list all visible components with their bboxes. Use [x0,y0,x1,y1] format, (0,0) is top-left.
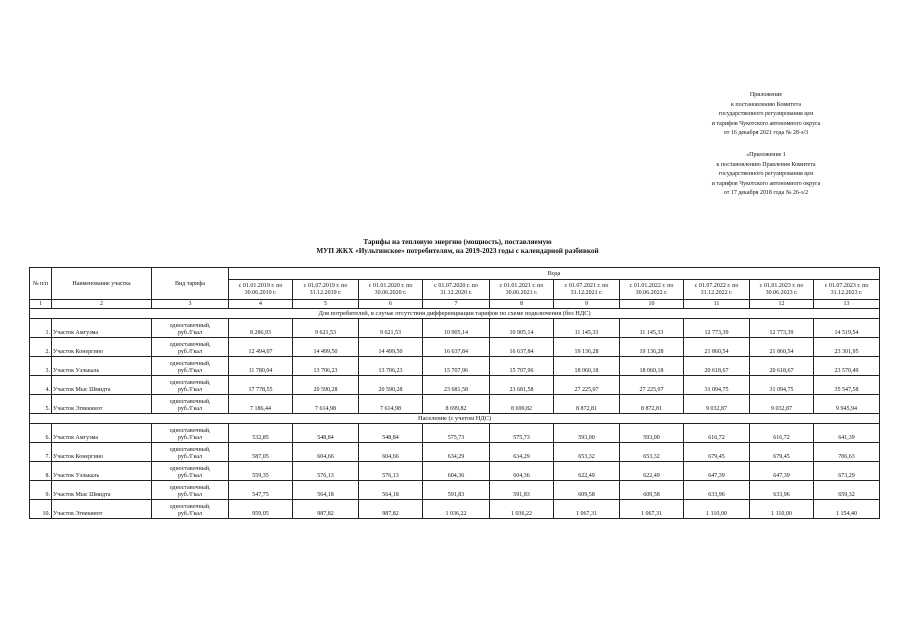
table-row [30,319,880,338]
tariff-value: 576,13 [359,462,423,481]
tariff-value: 616,72 [750,424,814,443]
tariff-value: 634,29 [490,443,554,462]
site-name: Участок Мыс Шмидта [52,376,152,395]
site-name: Участок Уэлькаль [52,462,152,481]
tariff-value: 604,66 [359,443,423,462]
tariff-type-line: руб./Гкал [177,454,203,460]
tariff-type-line: одноставочный, [169,504,211,510]
tariff-value: 604,36 [490,462,554,481]
tariff-type [152,481,229,500]
tariff-value: 673,29 [814,462,880,481]
tariff-type-line: руб./Гкал [177,492,203,498]
column-number: 6 [359,300,423,309]
tariff-type-line: одноставочный, [169,485,211,491]
tariff-type [152,376,229,395]
tariff-value: 31 094,75 [750,376,814,395]
table-row [30,338,880,357]
tariff-value: 20 590,28 [293,376,359,395]
tariff-value: 11 145,33 [554,319,620,338]
tariff-value: 21 860,54 [750,338,814,357]
row-number: 3. [30,357,52,376]
column-number: 8 [490,300,554,309]
annex-reference-block [686,91,846,139]
row-number: 7. [30,443,52,462]
tariff-value: 14 519,54 [814,319,880,338]
table-row [30,376,880,395]
header-period: с 01.07.2020 г. по 31.12.2020 г. [423,280,490,300]
tariff-value: 647,39 [750,462,814,481]
tariff-value: 8 286,93 [229,319,293,338]
tariff-value: 15 707,96 [423,357,490,376]
section-title: Для потребителей, в случае отсутствия дифференциации тарифов по схеме подключения (без НДС) [30,309,880,319]
tariff-value: 987,82 [359,500,423,519]
tariff-value: 616,72 [684,424,750,443]
annex-original-reference-block [686,151,846,199]
tariff-type [152,319,229,338]
tariff-value: 559,35 [229,462,293,481]
tariff-value: 8 699,82 [490,395,554,414]
tariff-type-line: одноставочный, [169,361,211,367]
row-number: 6. [30,424,52,443]
tariff-value: 31 094,75 [684,376,750,395]
tariff-value: 633,96 [684,481,750,500]
tariff-type-line: одноставочный, [169,447,211,453]
tariff-value: 20 618,67 [750,357,814,376]
site-name: Участок Мыс Шмидта [52,481,152,500]
tariff-value: 706,63 [814,443,880,462]
table-row [30,500,880,519]
tariff-type [152,395,229,414]
section-row [30,309,880,319]
tariff-value: 11 780,04 [229,357,293,376]
site-name: Участок Эгвекинот [52,395,152,414]
row-number: 4. [30,376,52,395]
row-number: 8. [30,462,52,481]
tariff-value: 9 032,87 [684,395,750,414]
site-name: Участок Эгвекинот [52,500,152,519]
column-number: 11 [684,300,750,309]
tariff-value: 8 872,81 [620,395,684,414]
title-line-2: МУП ЖКХ «Иультинское» потребителям, на 2019-2023 годы с календарной разбивкой [316,247,599,255]
tariff-value: 9 945,94 [814,395,880,414]
table-row [30,357,880,376]
tariff-value: 653,32 [554,443,620,462]
header-period: с 01.01.2023 г. по 30.06.2023 г. [750,280,814,300]
tariff-value: 16 637,84 [490,338,554,357]
tariff-value: 17 778,55 [229,376,293,395]
section-title: Население (с учетом НДС) [30,414,880,424]
tariff-value: 23 301,95 [814,338,880,357]
tariff-value: 12 494,07 [229,338,293,357]
tariff-type-line: руб./Гкал [177,511,203,517]
annex-line: от 17 декабря 2018 года № 26-э/2 [723,190,809,197]
column-number: 2 [52,300,152,309]
tariff-value: 647,39 [684,462,750,481]
table-body [30,300,880,519]
tariff-type [152,462,229,481]
tariff-type-line: одноставочный, [169,380,211,386]
tariff-value: 959,05 [229,500,293,519]
tariff-type-line: руб./Гкал [177,406,203,412]
tariff-value: 15 707,96 [490,357,554,376]
header-period: с 01.07.2019 г. по 31.12.2019 г. [293,280,359,300]
table-row [30,481,880,500]
header-period: с 01.07.2022 г. по 31.12.2022 г. [684,280,750,300]
annex-line: и тарифов Чукотского автономного округа [711,120,821,127]
tariff-value: 7 186,44 [229,395,293,414]
tariff-value: 641,39 [814,424,880,443]
title-line-1: Тарифы на тепловую энергию (мощность), поставляемую [363,238,552,246]
header-period: с 01.01.2022 г. по 30.06.2022 г. [620,280,684,300]
tariff-value: 593,00 [554,424,620,443]
column-number: 7 [423,300,490,309]
tariff-type-line: руб./Гкал [177,387,203,393]
tariff-value: 591,83 [423,481,490,500]
column-number: 4 [229,300,293,309]
annex-line: Приложение [749,92,783,98]
tariff-value: 23 681,58 [490,376,554,395]
row-number: 9. [30,481,52,500]
tariff-value: 20 590,28 [359,376,423,395]
tariff-value: 633,96 [750,481,814,500]
tariff-type-line: одноставочный, [169,342,211,348]
header-number: № п/п [30,268,52,300]
table-row [30,395,880,414]
tariff-value: 16 637,84 [423,338,490,357]
tariff-value: 13 706,23 [359,357,423,376]
row-number: 2. [30,338,52,357]
tariff-value: 634,29 [423,443,490,462]
tariff-value: 8 699,82 [423,395,490,414]
section-row [30,414,880,424]
tariff-value: 14 499,50 [293,338,359,357]
annex-line: государственного регулирования цен [718,171,814,178]
tariff-value: 19 136,28 [554,338,620,357]
tariff-value: 11 145,33 [620,319,684,338]
tariff-type-line: одноставочный, [169,428,211,434]
tariff-value: 547,75 [229,481,293,500]
tariff-value: 548,84 [359,424,423,443]
row-number: 5. [30,395,52,414]
header-period: с 01.07.2023 г. по 31.12.2023 г. [814,280,880,300]
tariff-value: 591,83 [490,481,554,500]
table-row [30,443,880,462]
tariff-value: 9 032,87 [750,395,814,414]
site-name: Участок Конергино [52,443,152,462]
tariff-value: 587,05 [229,443,293,462]
tariff-value: 609,58 [620,481,684,500]
tariff-value: 653,32 [620,443,684,462]
tariff-value: 679,45 [684,443,750,462]
site-name: Участок Амгуэма [52,319,152,338]
tariff-type-line: руб./Гкал [177,330,203,336]
header-period: с 01.01.2019 г. по 30.06.2019 г. [229,280,293,300]
row-number: 10. [30,500,52,519]
tariff-type-line: одноставочный, [169,323,211,329]
column-number: 5 [293,300,359,309]
tariff-value: 564,18 [293,481,359,500]
tariff-value: 1 110,00 [750,500,814,519]
tariff-type-line: руб./Гкал [177,435,203,441]
site-name: Участок Конергино [52,338,152,357]
tariff-value: 1 110,00 [684,500,750,519]
tariff-type-line: руб./Гкал [177,473,203,479]
tariff-value: 10 905,14 [423,319,490,338]
column-number: 3 [152,300,229,309]
annex-line: от 16 декабря 2021 года № 28-э/3 [723,130,809,137]
tariff-value: 575,73 [490,424,554,443]
annex-line: государственного регулирования цен [718,111,814,118]
table-row [30,424,880,443]
tariff-value: 12 773,39 [684,319,750,338]
column-number: 1 [30,300,52,309]
tariff-value: 593,00 [620,424,684,443]
document-title [240,238,675,256]
tariff-value: 622,49 [620,462,684,481]
tariff-value: 12 773,39 [750,319,814,338]
tariff-value: 1 067,31 [554,500,620,519]
annex-line: и тарифов Чукотского автономного округа [711,180,821,187]
tariff-value: 564,18 [359,481,423,500]
row-number: 1. [30,319,52,338]
tariff-value: 1 154,40 [814,500,880,519]
tariff-value: 20 618,67 [684,357,750,376]
tariff-value: 987,82 [293,500,359,519]
tariff-value: 679,45 [750,443,814,462]
tariff-value: 13 706,23 [293,357,359,376]
tariff-type [152,338,229,357]
tariff-value: 23 681,58 [423,376,490,395]
tariff-table [29,267,880,519]
column-number: 10 [620,300,684,309]
tariff-value: 27 225,07 [620,376,684,395]
tariff-value: 1 067,31 [620,500,684,519]
header-period: с 01.01.2021 г. по 30.06.2021 г. [490,280,554,300]
tariff-type-line: одноставочный, [169,466,211,472]
tariff-value: 8 872,81 [554,395,620,414]
annex-line: к постановлению Правления Комитета [716,161,816,168]
tariff-value: 622,49 [554,462,620,481]
header-group-water: Вода [229,268,880,280]
tariff-value: 9 621,53 [293,319,359,338]
tariff-type [152,500,229,519]
tariff-value: 548,84 [293,424,359,443]
tariff-value: 575,73 [423,424,490,443]
tariff-type-line: одноставочный, [169,399,211,405]
tariff-value: 7 614,98 [359,395,423,414]
tariff-value: 23 570,49 [814,357,880,376]
header-tariff-type: Вид тарифа [152,268,229,300]
tariff-value: 659,32 [814,481,880,500]
tariff-value: 35 547,58 [814,376,880,395]
tariff-value: 27 225,07 [554,376,620,395]
header-period: с 01.01.2020 г. по 30.06.2020 г. [359,280,423,300]
tariff-value: 609,58 [554,481,620,500]
header-period: с 01.07.2021 г. по 31.12.2021 г. [554,280,620,300]
header-site-name: Наименование участка [52,268,152,300]
column-numbers-row [30,300,880,309]
tariff-value: 18 060,18 [620,357,684,376]
site-name: Участок Уэлькаль [52,357,152,376]
tariff-type [152,357,229,376]
tariff-value: 10 905,14 [490,319,554,338]
column-number: 12 [750,300,814,309]
tariff-type [152,443,229,462]
tariff-type [152,424,229,443]
tariff-value: 7 614,98 [293,395,359,414]
tariff-type-line: руб./Гкал [177,368,203,374]
tariff-value: 604,36 [423,462,490,481]
tariff-value: 1 036,22 [423,500,490,519]
tariff-value: 1 036,22 [490,500,554,519]
annex-line: «Приложение 1 [746,152,786,158]
tariff-type-line: руб./Гкал [177,349,203,355]
column-number: 13 [814,300,880,309]
column-number: 9 [554,300,620,309]
tariff-value: 14 499,50 [359,338,423,357]
tariff-value: 9 621,53 [359,319,423,338]
table-row [30,462,880,481]
annex-line: к постановлению Комитета [730,101,802,108]
site-name: Участок Амгуэма [52,424,152,443]
tariff-value: 532,85 [229,424,293,443]
tariff-value: 576,13 [293,462,359,481]
tariff-value: 18 060,18 [554,357,620,376]
tariff-value: 19 136,28 [620,338,684,357]
tariff-value: 21 860,54 [684,338,750,357]
tariff-value: 604,66 [293,443,359,462]
